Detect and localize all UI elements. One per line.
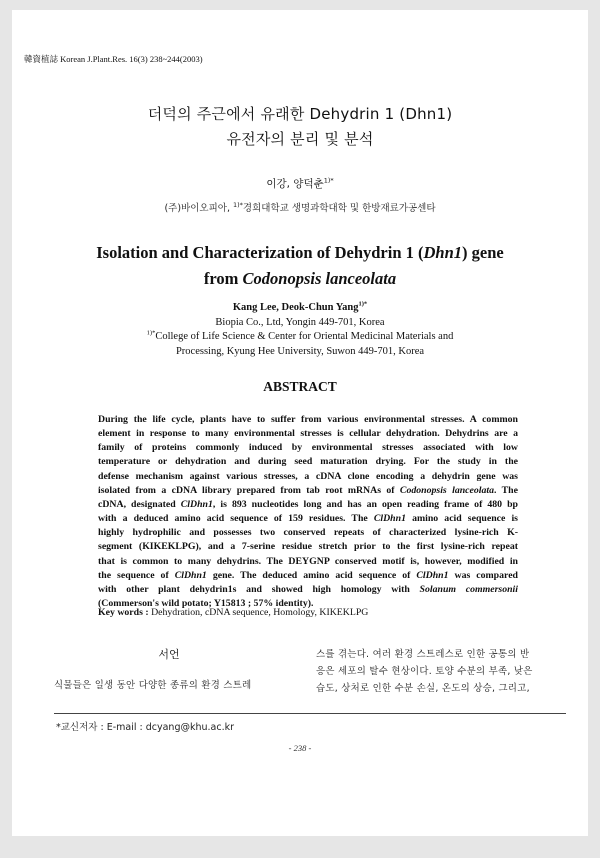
abstract-heading: ABSTRACT: [263, 379, 337, 394]
body-text-right: [316, 646, 566, 697]
korean-authors: [12, 176, 588, 191]
abstract-line: temperature or dehydration and during seed maturation drying. For the study in the: [98, 456, 518, 468]
abstract-line: element in response to many environmental stresses is cellular dehydration. Dehydrins are a: [98, 428, 518, 440]
abstract-line: cDNA, designated ClDhn1, is 893 nucleotides long and has an open reading frame of 480 bp: [98, 498, 519, 510]
english-title-line-1: [12, 243, 588, 263]
abstract-line: with other plant dehydrin1s and showed high homology with Solanum commersonii: [98, 583, 519, 595]
english-affiliation-mark: 1)*: [146, 329, 156, 337]
english-title-suffix: ) gene: [462, 243, 504, 262]
keywords-list: Dehydration, cDNA sequence, Homology, KIKEKLPG: [148, 607, 369, 618]
abstract-line: (Commerson's wild potato; Y15813 ; 57% identity).: [98, 598, 314, 610]
abstract-line: During the life cycle, plants have to suffer from various environmental stresses. A common: [98, 414, 518, 425]
journal-citation: 韓資植誌 Korean J.Plant.Res. 16(3) 238~244(2003): [24, 54, 203, 64]
korean-title-line-2: 유전자의 분리 및 분석: [226, 130, 374, 148]
korean-affiliation: [12, 200, 588, 214]
english-author-mark: 1)*: [358, 300, 368, 308]
english-affiliation-2: [12, 331, 588, 342]
body-line: 습도, 상처로 인한 수분 손실, 온도의 상승, 그리고,: [316, 683, 530, 694]
english-authors: [12, 302, 588, 313]
abstract-line: with a deduced amino acid sequence of 159 residues. The ClDhn1 amino acid sequence is: [98, 513, 518, 525]
body-text-left: 식물들은 일생 동안 다양한 종류의 환경 스트레: [54, 680, 252, 691]
abstract-line: defense mechanism against various stresses, a cDNA clone encoding a dehydrin gene was: [98, 470, 518, 482]
english-affiliation-1: Biopia Co., Ltd, Yongin 449-701, Korea: [215, 317, 385, 328]
abstract-line: segment (KIKEKLPG), and a 7-serine residue stretch prior to the first lysine-rich repeat: [98, 541, 518, 553]
english-title-line-2: [12, 269, 588, 289]
korean-affiliation-mark: 1)*: [233, 200, 243, 209]
abstract-line: that is common to many dehydrins. The DEYGNP conserved motif is, however, modified in: [98, 555, 518, 567]
english-title-text: Isolation and Characterization of Dehydrin 1 (: [96, 243, 424, 262]
english-author-names: Kang Lee, Deok-Chun Yang: [232, 302, 359, 313]
korean-author-names: 이강, 양덕춘: [266, 178, 324, 190]
keywords: [98, 607, 368, 618]
body-line: 스를 겪는다. 여러 환경 스트레스로 인한 공통의 반: [316, 649, 530, 660]
corresponding-author-footnote: *교신저자 : E-mail : dcyang@khu.ac.kr: [56, 722, 235, 733]
abstract-body: [98, 413, 518, 611]
english-title-gene: Dhn1: [423, 243, 463, 262]
paper-page: [12, 10, 588, 836]
english-title-from: from: [203, 269, 243, 288]
korean-title-line-1: 더덕의 주근에서 유래한 Dehydrin 1 (Dhn1): [147, 105, 453, 123]
page-number: - 238 -: [288, 743, 312, 753]
footnote-divider: [54, 713, 566, 714]
english-title-species: Codonopsis lanceolata: [242, 269, 397, 288]
korean-affiliation-1: (주)바이오피아,: [164, 203, 230, 214]
abstract-line: the sequence of ClDhn1 gene. The deduced amino acid sequence of ClDhn1 was compared: [98, 569, 518, 581]
english-affiliation-3: Processing, Kyung Hee University, Suwon 449-701, Korea: [175, 346, 425, 357]
abstract-line: isolated from a cDNA library prepared from tab root mRNAs of Codonopsis lanceolata. The: [98, 484, 518, 496]
abstract-line: highly hydrophilic and possesses two conserved repeats of characterized lysine-rich K-: [98, 527, 518, 539]
abstract-line: family of proteins commonly induced by environmental stresses associated with low: [98, 442, 518, 454]
korean-author-mark: 1)*: [323, 176, 334, 185]
section-heading: 서언: [158, 648, 180, 661]
english-affiliation-2-text: College of Life Science & Center for Oriental Medicinal Materials and: [155, 331, 454, 342]
body-line: 응은 세포의 탈수 현상이다. 토양 수분의 부족, 낮은: [316, 666, 533, 677]
keywords-label: Key words :: [98, 607, 149, 618]
korean-affiliation-2: 경희대학교 생명과학대학 및 한방재료가공센타: [242, 203, 436, 214]
